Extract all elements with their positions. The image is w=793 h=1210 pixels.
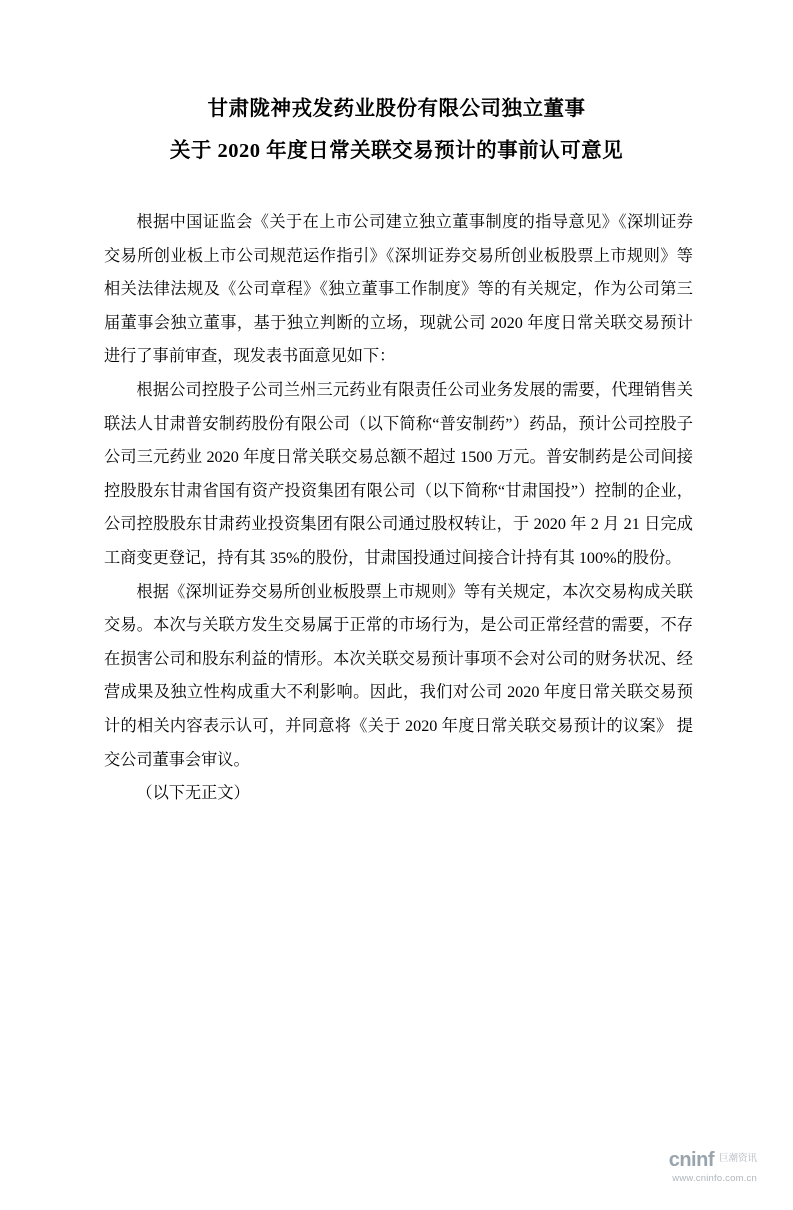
document-title <box>0 88 793 172</box>
title-line-1: 甘肃陇神戎发药业股份有限公司独立董事 <box>207 98 586 120</box>
cninfo-watermark <box>669 1149 757 1184</box>
closing-note: （以下无正文） <box>136 784 250 803</box>
brand-url: www.cninfo.com.cn <box>672 1172 757 1184</box>
brand-row <box>669 1149 757 1171</box>
document-page <box>0 88 793 1210</box>
brand-name-chinese: 巨潮资讯 <box>718 1154 757 1165</box>
paragraph: 根据《深圳证券交易所创业板股票上市规则》等有关规定，本次交易构成关联交易。本次与关联方发生交易属于正常的市场行为，是公司正常经营的需要，不存在损害公司和股东利益的情形。本次关联交易预计事项不会对公司的财务状况、经营成果及独立性构成重大不利影响。因此，我们对公司 2020 年度日常关联交易预计的相关内容表示认可，并同意将《关于 2020 年度日常关联交易预计的议案》 提交公司董事会审议。 <box>104 582 693 769</box>
paragraph: 根据公司控股子公司兰州三元药业有限责任公司业务发展的需要，代理销售关联法人甘肃普安制药股份有限公司（以下简称“普安制药”）药品，预计公司控股子公司三元药业 2020 年度日常关联交易总额不超过 1500 万元。普安制药是公司间接控股股东甘肃省国有资产投资集团有限公司（以下简称“甘肃国投”）控制的企业，公司控股股东甘肃药业投资集团有限公司通过股权转让，于 2020 年 2 月 21 日完成工商变更登记，持有其 35%的股份，甘肃国投通过间接合计持有其 100%的股份。 <box>104 380 693 567</box>
paragraph: 根据中国证监会《关于在上市公司建立独立董事制度的指导意见》《深圳证券交易所创业板上市公司规范运作指引》《深圳证券交易所创业板股票上市规则》等相关法律法规及《公司章程》《独立董事工作制度》等的有关规定，作为公司第三届董事会独立董事，基于独立判断的立场，现就公司 2020 年度日常关联交易预计进行了事前审查，现发表书面意见如下： <box>104 213 693 366</box>
title-line-2: 关于 2020 年度日常关联交易预计的事前认可意见 <box>169 140 624 162</box>
document-body <box>0 206 793 811</box>
brand-name: cninf <box>668 1148 714 1171</box>
